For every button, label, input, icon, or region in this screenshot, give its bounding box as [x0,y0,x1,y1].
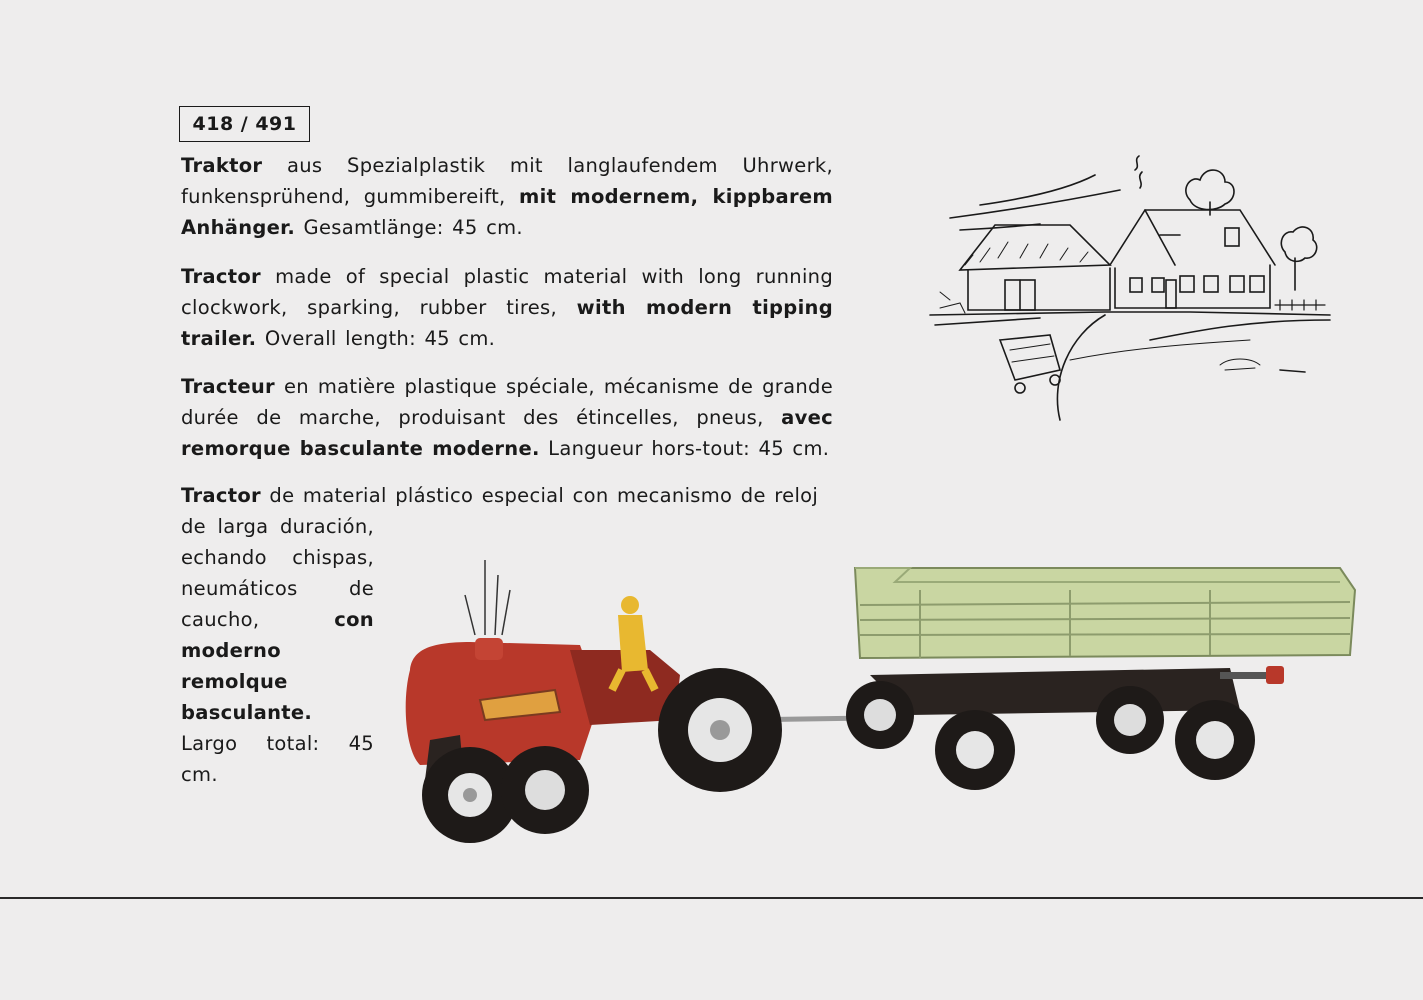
model-number: 418 / 491 [192,113,297,135]
body-text: de material plástico especial con mecanismo de reloj [260,484,819,507]
spanish-column-text [181,511,374,790]
body-text: made of special plastic material with long running clockwork, sparking, rubber tires, [181,265,833,319]
body-text: aus Spezialplastik mit langlaufendem Uhrwerk, funkensprühend, gummibereift, [181,154,833,208]
body-text: en matière plastique spéciale, mécanisme de grande durée de marche, produisant des étincelles, pneus, [181,375,833,429]
trailer-bed [855,568,1355,658]
lead-word: Tracteur [181,375,275,398]
paragraph-german [181,150,833,243]
farmhouse-illustration [920,140,1340,430]
bold-feature: with modern tipping trailer. [181,296,833,350]
bold-feature: avec remorque basculante moderne. [181,406,833,460]
paragraph-french [181,371,833,464]
body-text: de larga duración, echando chispas, neumáticos de caucho, [181,515,374,631]
lead-word: Tractor [181,484,261,507]
body-text: Langueur hors-tout: 45 cm. [539,437,830,460]
bold-feature: con moderno remolque basculante. [181,608,374,724]
spark-lines [465,560,510,635]
model-number-box [179,106,310,142]
lead-word: Tractor [181,265,261,288]
paragraph-english [181,261,833,354]
body-text: Gesamtlänge: 45 cm. [295,216,523,239]
body-text: Largo total: 45 cm. [181,732,374,786]
body-text: Overall length: 45 cm. [256,327,496,350]
tractor-trailer-illustration [390,550,1370,850]
lead-word: Traktor [181,154,263,177]
bottom-rule [0,897,1423,899]
spanish-first-line [181,480,833,511]
bold-feature: mit modernem, kippbarem Anhänger. [181,185,833,239]
